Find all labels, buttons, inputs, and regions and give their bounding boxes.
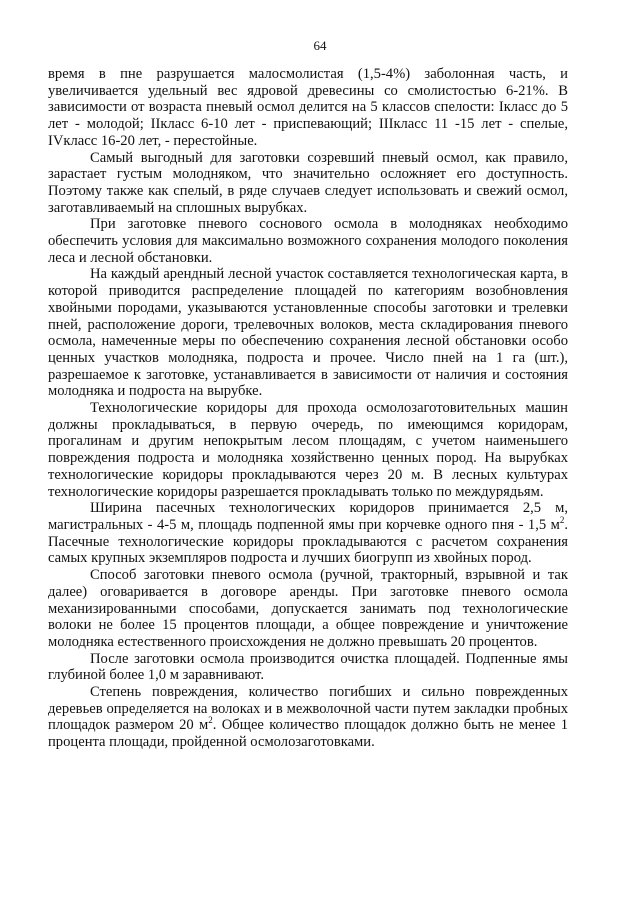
superscript: 2 — [208, 715, 213, 726]
superscript: 2 — [559, 515, 565, 526]
paragraph-cleanup: После заготовки осмола производится очистка площадей. Подпенные ямы глубиной более 1,0 м заравнивают. — [48, 650, 568, 684]
paragraph-technological-map: На каждый арендный лесной участок составляется технологическая карта, в которой приводится распределение площадей по категориям возобновления хвойными породами, указываются установленные способы заготовки и трелевки пней, расположение дороги, трелевочных волоков, места складирования пневого осмола, намеченные меры по обеспечению сохранения лесной обстановки особо ценных участков молодняка, подроста и прочее. Число пней на 1 га (шт.), разрешаемое к заготовке, устанавливается в зависимости от наличия и состояния молодняка и подроста на вырубке. — [48, 266, 568, 400]
paragraph-text-part: . Пасечные технологические коридоры прокладываются с расчетом сохранения самых крупных экземпляров подроста и лучших биогрупп из хвойных пород. — [48, 516, 568, 567]
paragraph-corridor-width — [48, 500, 568, 567]
paragraph-harvest-method: Способ заготовки пневого осмола (ручной, тракторный, взрывной и так далее) оговаривается в договоре аренды. При заготовке пневого осмола механизированными способами, допускается занимать под технологические волоки не более 15 процентов площади, а общее повреждение и уничтожение молодняка естественного происхождения не должно превышать 20 процентов. — [48, 567, 568, 650]
paragraph-text-part: . Общее количество площадок должно быть не менее 1 процента площади, пройденной осмолозаготовками. — [48, 717, 568, 751]
document-body — [48, 66, 568, 751]
paragraph-young-stands: При заготовке пневого соснового осмола в молодняках необходимо обеспечить условия для максимально возможного сохранения молодого поколения леса и лесной обстановки. — [48, 216, 568, 266]
page-number: 64 — [313, 38, 327, 53]
paragraph-continuation: время в пне разрушается малосмолистая (1,5-4%) заболонная часть, и увеличивается удельный вес ядровой древесины со смолистостью 6-21%. В зависимости от возраста пневый осмол делится на 5 классов спелости: Iкласс до 5 лет - молодой; IIкласс 6-10 лет - приспевающий; IIIкласс 11 -15 лет - спелые, IVкласс 16-20 лет, - перестойные. — [48, 66, 568, 149]
paragraph-corridors: Технологические коридоры для прохода осмолозаготовительных машин должны прокладываться, в первую очередь, по имеющимся коридорам, прогалинам и другим непокрытым лесом площадям, с учетом наименьшего повреждения подроста и молодняка хозяйственно ценных пород. На вырубках технологические коридоры прокладываются через 20 м. В лесных культурах технологические коридоры разрешается прокладывать только по междурядьям. — [48, 400, 568, 500]
paragraph-text-part: Ширина пасечных технологических коридоров принимается 2,5 м, магистральных - 4-5 м, площадь подпенной ямы при корчевке одного пня - 1,5 м — [48, 500, 568, 533]
paragraph-harvest-timing: Самый выгодный для заготовки созревший пневый осмол, как правило, зарастает густым молодняком, что значительно осложняет его доступность. Поэтому также как спелый, в ряде случаев следует использовать и свежий осмол, заготавливаемый на сплошных вырубках. — [48, 149, 568, 216]
paragraph-text-part: Степень повреждения, количество погибших и сильно поврежденных деревьев определяется на волоках и в межволочной части путем закладки пробных площадок размером 20 м — [48, 684, 568, 734]
paragraph-damage-assessment — [48, 684, 568, 751]
